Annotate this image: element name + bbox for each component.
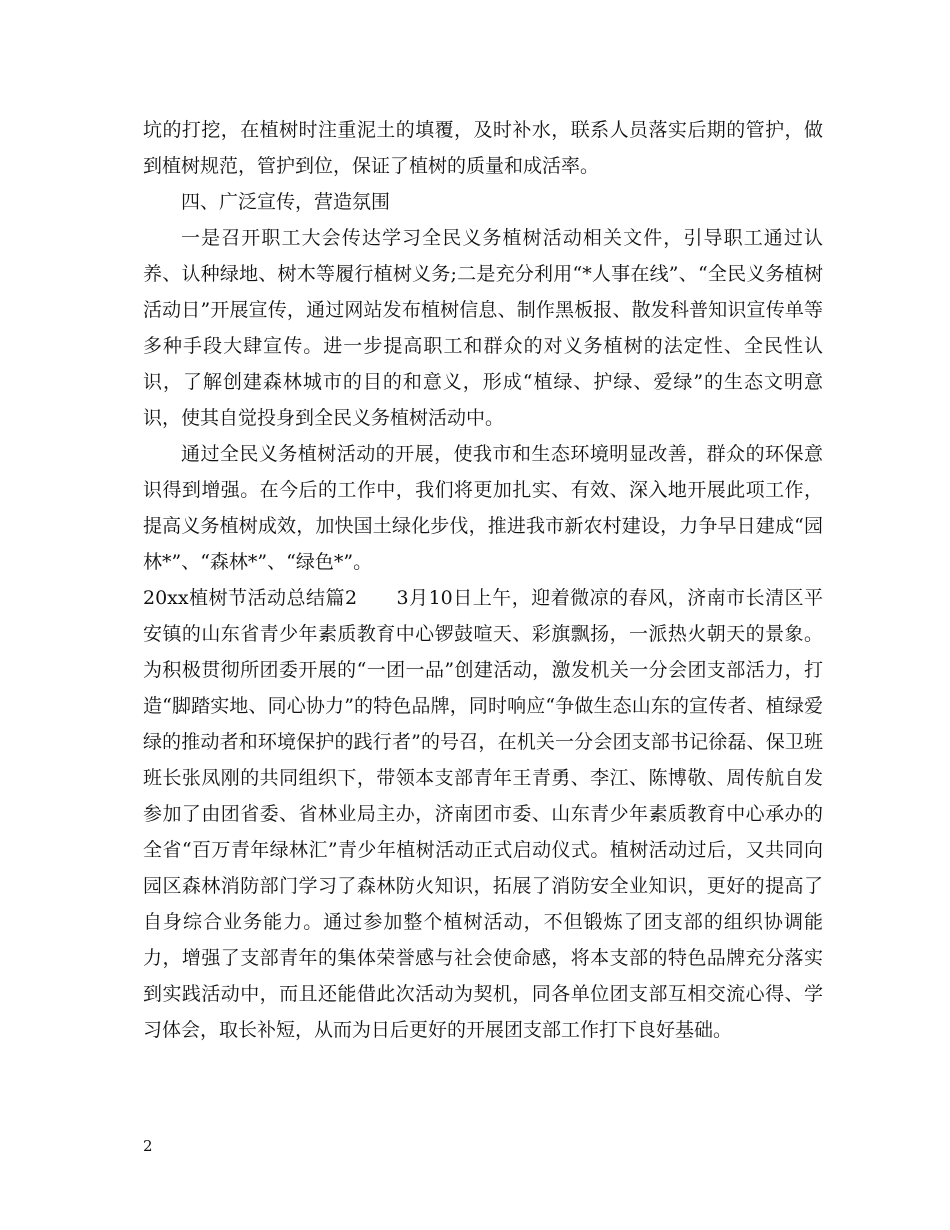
paragraph-conclusion: 通过全民义务植树活动的开展，使我市和生态环境明显改善，群众的环保意识得到增强。在今后的工作中，我们将更加扎实、有效、深入地开展此项工作，提高义务植树成效，加快国土绿化步伐，推进我市新农村建设，力争早日建成“园林*”、“森林*”、“绿色*”。	[143, 443, 823, 573]
paragraph-article-2: 20xx植树节活动总结篇2 3月10日上午，迎着微凉的春风，济南市长清区平安镇的山东省青少年素质教育中心锣鼓喧天、彩旗飘扬，一派热火朝天的景象。为积极贯彻所团委开展的“一团一品”创建活动，激发机关一分会团支部活力，打造“脚踏实地、同心协力”的特色品牌，同时响应“争做生态山东的宣传者、植绿爱绿的推动者和环境保护的践行者”的号召，在机关一分会团支部书记徐磊、保卫班班长张凤刚的共同组织下，带领本支部青年王青勇、李江、陈博敬、周传航自发参加了由团省委、省林业局主办，济南团市委、山东青少年素质教育中心承办的全省“百万青年绿林汇”青少年植树活动正式启动仪式。植树活动过后，又共同向园区森林消防部门学习了森林防火知识，拓展了消防安全业知识，更好的提高了自身综合业务能力。通过参加整个植树活动，不但锻炼了团支部的组织协调能力，增强了支部青年的集体荣誉感与社会使命感，将本支部的特色品牌充分落实到实践活动中，而且还能借此次活动为契机，同各单位团支部互相交流心得、学习体会，取长补短，从而为日后更好的开展团支部工作打下良好基础。	[143, 587, 823, 1041]
paragraph-publicity: 一是召开职工大会传达学习全民义务植树活动相关文件，引导职工通过认养、认种绿地、树木等履行植树义务;二是充分利用“*人事在线”、“全民义务植树活动日”开展宣传，通过网站发布植树信息、制作黑板报、散发科普知识宣传单等多种手段大肆宣传。进一步提高职工和群众的对义务植树的法定性、全民性认识，了解创建森林城市的目的和意义，形成“植绿、护绿、爱绿”的生态文明意识，使其自觉投身到全民义务植树活动中。	[143, 227, 823, 429]
page-number: 2	[143, 1137, 153, 1155]
document-body	[143, 112, 823, 1048]
section-heading: 四、广泛宣传，营造氛围	[181, 191, 391, 213]
paragraph-continuation: 坑的打挖，在植树时注重泥土的填覆，及时补水，联系人员落实后期的管护，做到植树规范，管护到位，保证了植树的质量和成活率。	[143, 119, 823, 177]
